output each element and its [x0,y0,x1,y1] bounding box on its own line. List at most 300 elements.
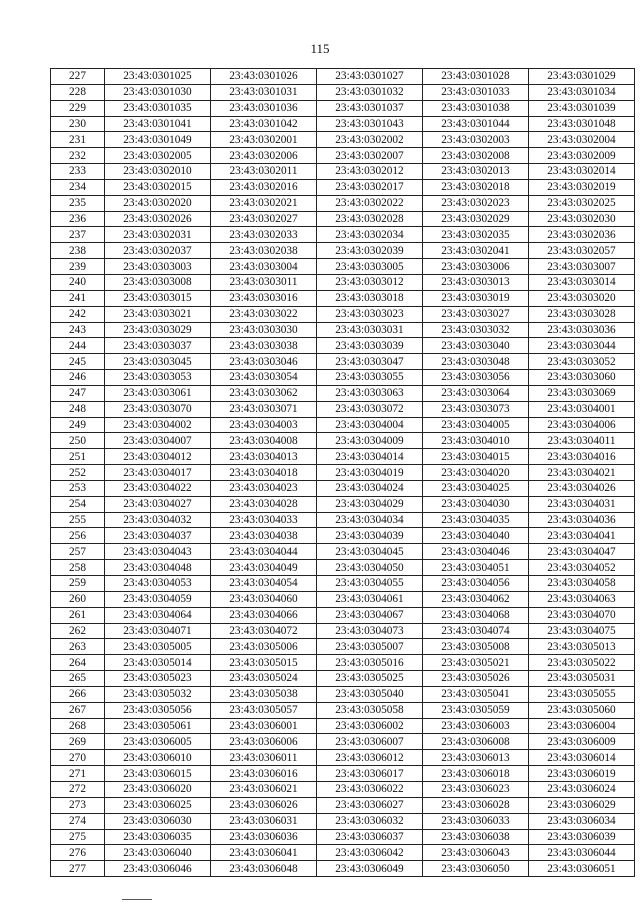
cadastral-number-cell: 23:43:0306049 [317,861,423,877]
cadastral-number-cell: 23:43:0302017 [317,179,423,195]
cadastral-number-cell: 23:43:0302010 [105,164,211,180]
cadastral-number-cell: 23:43:0301042 [211,116,317,132]
cadastral-number-cell: 23:43:0303023 [317,306,423,322]
row-number-cell: 234 [51,179,105,195]
cadastral-number-cell: 23:43:0304038 [211,528,317,544]
row-number-cell: 238 [51,243,105,259]
table-row [51,243,635,259]
cadastral-number-cell: 23:43:0302057 [529,243,635,259]
cadastral-number-cell: 23:43:0303016 [211,290,317,306]
cadastral-number-cell: 23:43:0305025 [317,671,423,687]
cadastral-number-cell: 23:43:0304003 [211,417,317,433]
cadastral-number-cell: 23:43:0303061 [105,385,211,401]
cadastral-number-cell: 23:43:0302016 [211,179,317,195]
cadastral-number-cell: 23:43:0303053 [105,370,211,386]
cadastral-number-cell: 23:43:0303021 [105,306,211,322]
cadastral-number-cell: 23:43:0304001 [529,401,635,417]
cadastral-number-cell: 23:43:0305026 [423,671,529,687]
cadastral-number-cell: 23:43:0304016 [529,449,635,465]
cadastral-number-cell: 23:43:0304032 [105,512,211,528]
row-number-cell: 228 [51,84,105,100]
cadastral-number-cell: 23:43:0306039 [529,829,635,845]
cadastral-number-cell: 23:43:0306024 [529,781,635,797]
cadastral-number-cell: 23:43:0302019 [529,179,635,195]
row-number-cell: 274 [51,813,105,829]
cadastral-number-cell: 23:43:0304055 [317,576,423,592]
cadastral-number-cell: 23:43:0304014 [317,449,423,465]
cadastral-number-cell: 23:43:0303007 [529,259,635,275]
cadastral-number-cell: 23:43:0301033 [423,84,529,100]
row-number-cell: 236 [51,211,105,227]
table-row [51,370,635,386]
cadastral-number-cell: 23:43:0304026 [529,480,635,496]
cadastral-number-cell: 23:43:0301049 [105,132,211,148]
cadastral-number-cell: 23:43:0304040 [423,528,529,544]
table-row [51,274,635,290]
cadastral-number-cell: 23:43:0306004 [529,718,635,734]
row-number-cell: 240 [51,274,105,290]
table-row [51,639,635,655]
row-number-cell: 271 [51,766,105,782]
cadastral-number-cell: 23:43:0306040 [105,845,211,861]
cadastral-number-cell: 23:43:0304028 [211,496,317,512]
cadastral-number-cell: 23:43:0304049 [211,560,317,576]
cadastral-number-cell: 23:43:0303062 [211,385,317,401]
row-number-cell: 247 [51,385,105,401]
cadastral-number-cell: 23:43:0301025 [105,69,211,85]
cadastral-number-cell: 23:43:0306010 [105,750,211,766]
cadastral-number-cell: 23:43:0305022 [529,655,635,671]
cadastral-number-cell: 23:43:0304071 [105,623,211,639]
cadastral-number-cell: 23:43:0306021 [211,781,317,797]
cadastral-number-cell: 23:43:0304053 [105,576,211,592]
cadastral-number-cell: 23:43:0305023 [105,671,211,687]
cadastral-number-cell: 23:43:0304010 [423,433,529,449]
cadastral-number-cell: 23:43:0304030 [423,496,529,512]
cadastral-number-cell: 23:43:0305058 [317,702,423,718]
table-row [51,797,635,813]
cadastral-number-cell: 23:43:0301035 [105,100,211,116]
cadastral-number-cell: 23:43:0304052 [529,560,635,576]
cadastral-number-cell: 23:43:0305061 [105,718,211,734]
row-number-cell: 273 [51,797,105,813]
cadastral-number-cell: 23:43:0304051 [423,560,529,576]
table-row [51,179,635,195]
cadastral-number-cell: 23:43:0306038 [423,829,529,845]
cadastral-number-cell: 23:43:0303015 [105,290,211,306]
cadastral-number-cell: 23:43:0302006 [211,148,317,164]
cadastral-number-cell: 23:43:0304012 [105,449,211,465]
cadastral-number-cell: 23:43:0302039 [317,243,423,259]
row-number-cell: 239 [51,259,105,275]
cadastral-number-cell: 23:43:0303037 [105,338,211,354]
cadastral-number-cell: 23:43:0303006 [423,259,529,275]
row-number-cell: 257 [51,544,105,560]
cadastral-number-cell: 23:43:0301036 [211,100,317,116]
cadastral-number-cell: 23:43:0303027 [423,306,529,322]
cadastral-number-cell: 23:43:0304023 [211,480,317,496]
cadastral-number-cell: 23:43:0303052 [529,354,635,370]
cadastral-number-cell: 23:43:0303029 [105,322,211,338]
cadastral-number-cell: 23:43:0306043 [423,845,529,861]
cadastral-number-cell: 23:43:0306031 [211,813,317,829]
cadastral-number-cell: 23:43:0306023 [423,781,529,797]
cadastral-number-cell: 23:43:0302025 [529,195,635,211]
cadastral-number-cell: 23:43:0303038 [211,338,317,354]
cadastral-number-cell: 23:43:0304046 [423,544,529,560]
cadastral-number-cell: 23:43:0306037 [317,829,423,845]
cadastral-number-cell: 23:43:0302033 [211,227,317,243]
cadastral-number-cell: 23:43:0305014 [105,655,211,671]
cadastral-number-table [50,68,635,877]
cadastral-number-cell: 23:43:0303048 [423,354,529,370]
cadastral-number-cell: 23:43:0305056 [105,702,211,718]
row-number-cell: 250 [51,433,105,449]
table-row [51,591,635,607]
cadastral-number-cell: 23:43:0305038 [211,686,317,702]
cadastral-number-cell: 23:43:0304024 [317,480,423,496]
table-row [51,544,635,560]
cadastral-number-cell: 23:43:0302012 [317,164,423,180]
table-row [51,401,635,417]
cadastral-number-cell: 23:43:0303073 [423,401,529,417]
table-row [51,211,635,227]
cadastral-number-cell: 23:43:0302005 [105,148,211,164]
cadastral-number-cell: 23:43:0302002 [317,132,423,148]
cadastral-number-cell: 23:43:0306036 [211,829,317,845]
cadastral-number-cell: 23:43:0302004 [529,132,635,148]
cadastral-number-cell: 23:43:0304072 [211,623,317,639]
cadastral-number-cell: 23:43:0305024 [211,671,317,687]
cadastral-number-cell: 23:43:0302023 [423,195,529,211]
cadastral-number-cell: 23:43:0304009 [317,433,423,449]
table-row [51,100,635,116]
cadastral-number-cell: 23:43:0302034 [317,227,423,243]
table-row [51,702,635,718]
cadastral-number-cell: 23:43:0301043 [317,116,423,132]
table-row [51,718,635,734]
cadastral-number-cell: 23:43:0306032 [317,813,423,829]
cadastral-number-cell: 23:43:0303032 [423,322,529,338]
cadastral-number-cell: 23:43:0303045 [105,354,211,370]
table-row [51,290,635,306]
cadastral-number-cell: 23:43:0301028 [423,69,529,85]
cadastral-number-cell: 23:43:0302003 [423,132,529,148]
cadastral-number-cell: 23:43:0304048 [105,560,211,576]
cadastral-number-cell: 23:43:0304043 [105,544,211,560]
cadastral-number-cell: 23:43:0304041 [529,528,635,544]
cadastral-number-cell: 23:43:0304034 [317,512,423,528]
cadastral-number-cell: 23:43:0304025 [423,480,529,496]
cadastral-number-cell: 23:43:0304036 [529,512,635,528]
table-row [51,116,635,132]
cadastral-number-cell: 23:43:0303013 [423,274,529,290]
cadastral-number-cell: 23:43:0303063 [317,385,423,401]
cadastral-number-cell: 23:43:0303008 [105,274,211,290]
table-row [51,354,635,370]
cadastral-number-cell: 23:43:0301048 [529,116,635,132]
row-number-cell: 246 [51,370,105,386]
row-number-cell: 258 [51,560,105,576]
row-number-cell: 232 [51,148,105,164]
cadastral-number-cell: 23:43:0304050 [317,560,423,576]
cadastral-number-cell: 23:43:0303020 [529,290,635,306]
cadastral-number-cell: 23:43:0304035 [423,512,529,528]
cadastral-number-cell: 23:43:0304033 [211,512,317,528]
cadastral-number-cell: 23:43:0306007 [317,734,423,750]
cadastral-number-cell: 23:43:0301029 [529,69,635,85]
cadastral-number-cell: 23:43:0305059 [423,702,529,718]
cadastral-number-cell: 23:43:0303036 [529,322,635,338]
cadastral-number-cell: 23:43:0302014 [529,164,635,180]
table-row [51,734,635,750]
row-number-cell: 244 [51,338,105,354]
cadastral-number-cell: 23:43:0303070 [105,401,211,417]
cadastral-number-cell: 23:43:0304058 [529,576,635,592]
cadastral-number-cell: 23:43:0306020 [105,781,211,797]
cadastral-number-cell: 23:43:0306042 [317,845,423,861]
table-row [51,259,635,275]
cadastral-number-cell: 23:43:0302028 [317,211,423,227]
cadastral-number-cell: 23:43:0306030 [105,813,211,829]
table-row [51,465,635,481]
cadastral-number-cell: 23:43:0305008 [423,639,529,655]
cadastral-number-cell: 23:43:0306008 [423,734,529,750]
table-row [51,496,635,512]
cadastral-number-cell: 23:43:0305041 [423,686,529,702]
cadastral-number-cell: 23:43:0304007 [105,433,211,449]
cadastral-number-cell: 23:43:0306028 [423,797,529,813]
cadastral-number-cell: 23:43:0302031 [105,227,211,243]
row-number-cell: 248 [51,401,105,417]
cadastral-number-cell: 23:43:0303031 [317,322,423,338]
cadastral-number-cell: 23:43:0304074 [423,623,529,639]
row-number-cell: 231 [51,132,105,148]
table-row [51,227,635,243]
cadastral-number-cell: 23:43:0305016 [317,655,423,671]
row-number-cell: 269 [51,734,105,750]
row-number-cell: 241 [51,290,105,306]
cadastral-number-cell: 23:43:0304039 [317,528,423,544]
row-number-cell: 272 [51,781,105,797]
row-number-cell: 230 [51,116,105,132]
cadastral-number-cell: 23:43:0306001 [211,718,317,734]
table-row [51,528,635,544]
cadastral-number-cell: 23:43:0306005 [105,734,211,750]
row-number-cell: 275 [51,829,105,845]
cadastral-number-cell: 23:43:0301027 [317,69,423,85]
table-row [51,195,635,211]
cadastral-number-cell: 23:43:0301044 [423,116,529,132]
cadastral-number-cell: 23:43:0302037 [105,243,211,259]
cadastral-number-cell: 23:43:0304029 [317,496,423,512]
cadastral-number-cell: 23:43:0303039 [317,338,423,354]
table-row [51,686,635,702]
row-number-cell: 249 [51,417,105,433]
cadastral-number-cell: 23:43:0304075 [529,623,635,639]
cadastral-number-cell: 23:43:0303047 [317,354,423,370]
cadastral-number-cell: 23:43:0304015 [423,449,529,465]
cadastral-number-cell: 23:43:0303071 [211,401,317,417]
cadastral-number-cell: 23:43:0302020 [105,195,211,211]
cadastral-number-cell: 23:43:0303011 [211,274,317,290]
cadastral-number-cell: 23:43:0306033 [423,813,529,829]
table-row [51,861,635,877]
cadastral-number-cell: 23:43:0306035 [105,829,211,845]
cadastral-number-cell: 23:43:0305055 [529,686,635,702]
row-number-cell: 252 [51,465,105,481]
cadastral-number-cell: 23:43:0303019 [423,290,529,306]
row-number-cell: 266 [51,686,105,702]
cadastral-number-cell: 23:43:0304018 [211,465,317,481]
cadastral-number-cell: 23:43:0306029 [529,797,635,813]
table-row [51,148,635,164]
row-number-cell: 259 [51,576,105,592]
cadastral-number-cell: 23:43:0302015 [105,179,211,195]
cadastral-number-cell: 23:43:0302011 [211,164,317,180]
cadastral-number-cell: 23:43:0306006 [211,734,317,750]
table-row [51,560,635,576]
table-row [51,845,635,861]
cadastral-number-cell: 23:43:0302022 [317,195,423,211]
cadastral-number-cell: 23:43:0306017 [317,766,423,782]
cadastral-number-cell: 23:43:0303056 [423,370,529,386]
cadastral-number-cell: 23:43:0302026 [105,211,211,227]
cadastral-number-cell: 23:43:0303005 [317,259,423,275]
cadastral-number-cell: 23:43:0304047 [529,544,635,560]
cadastral-number-cell: 23:43:0304022 [105,480,211,496]
cadastral-number-cell: 23:43:0306046 [105,861,211,877]
cadastral-number-cell: 23:43:0304044 [211,544,317,560]
cadastral-number-cell: 23:43:0301039 [529,100,635,116]
scan-mark [122,899,152,900]
cadastral-number-cell: 23:43:0302041 [423,243,529,259]
cadastral-number-cell: 23:43:0304056 [423,576,529,592]
cadastral-number-cell: 23:43:0304070 [529,607,635,623]
table-row [51,623,635,639]
cadastral-number-cell: 23:43:0304067 [317,607,423,623]
cadastral-number-cell: 23:43:0303018 [317,290,423,306]
row-number-cell: 264 [51,655,105,671]
cadastral-number-cell: 23:43:0306013 [423,750,529,766]
cadastral-number-cell: 23:43:0303064 [423,385,529,401]
cadastral-number-cell: 23:43:0306034 [529,813,635,829]
cadastral-number-cell: 23:43:0303060 [529,370,635,386]
cadastral-number-cell: 23:43:0306016 [211,766,317,782]
cadastral-number-cell: 23:43:0303054 [211,370,317,386]
cadastral-number-cell: 23:43:0303040 [423,338,529,354]
cadastral-number-cell: 23:43:0303055 [317,370,423,386]
row-number-cell: 261 [51,607,105,623]
cadastral-number-cell: 23:43:0304064 [105,607,211,623]
cadastral-number-cell: 23:43:0306011 [211,750,317,766]
cadastral-number-cell: 23:43:0305031 [529,671,635,687]
table-body [51,69,635,877]
cadastral-number-cell: 23:43:0303069 [529,385,635,401]
cadastral-number-cell: 23:43:0306026 [211,797,317,813]
table-row [51,480,635,496]
cadastral-number-cell: 23:43:0304066 [211,607,317,623]
cadastral-number-cell: 23:43:0303022 [211,306,317,322]
cadastral-number-cell: 23:43:0303003 [105,259,211,275]
row-number-cell: 268 [51,718,105,734]
table-row [51,306,635,322]
cadastral-number-cell: 23:43:0304013 [211,449,317,465]
cadastral-number-cell: 23:43:0303030 [211,322,317,338]
cadastral-number-cell: 23:43:0305060 [529,702,635,718]
cadastral-number-cell: 23:43:0301031 [211,84,317,100]
table-row [51,417,635,433]
cadastral-number-cell: 23:43:0302036 [529,227,635,243]
table-row [51,766,635,782]
row-number-cell: 254 [51,496,105,512]
cadastral-number-cell: 23:43:0304008 [211,433,317,449]
row-number-cell: 245 [51,354,105,370]
row-number-cell: 233 [51,164,105,180]
cadastral-number-cell: 23:43:0306015 [105,766,211,782]
table-row [51,164,635,180]
cadastral-number-cell: 23:43:0304054 [211,576,317,592]
row-number-cell: 235 [51,195,105,211]
cadastral-number-cell: 23:43:0304063 [529,591,635,607]
row-number-cell: 260 [51,591,105,607]
cadastral-number-cell: 23:43:0304021 [529,465,635,481]
row-number-cell: 251 [51,449,105,465]
cadastral-number-cell: 23:43:0304006 [529,417,635,433]
row-number-cell: 227 [51,69,105,85]
cadastral-number-cell: 23:43:0303028 [529,306,635,322]
cadastral-number-cell: 23:43:0302038 [211,243,317,259]
cadastral-number-cell: 23:43:0304037 [105,528,211,544]
table-row [51,750,635,766]
cadastral-number-cell: 23:43:0305006 [211,639,317,655]
cadastral-number-cell: 23:43:0304020 [423,465,529,481]
cadastral-number-cell: 23:43:0306009 [529,734,635,750]
row-number-cell: 256 [51,528,105,544]
cadastral-number-cell: 23:43:0304002 [105,417,211,433]
cadastral-number-cell: 23:43:0304019 [317,465,423,481]
table-row [51,671,635,687]
cadastral-number-cell: 23:43:0304068 [423,607,529,623]
table-row [51,449,635,465]
cadastral-number-cell: 23:43:0301038 [423,100,529,116]
table-row [51,576,635,592]
cadastral-number-cell: 23:43:0303072 [317,401,423,417]
cadastral-number-cell: 23:43:0303044 [529,338,635,354]
row-number-cell: 262 [51,623,105,639]
row-number-cell: 255 [51,512,105,528]
table-row [51,781,635,797]
cadastral-number-cell: 23:43:0303012 [317,274,423,290]
cadastral-number-cell: 23:43:0304061 [317,591,423,607]
row-number-cell: 277 [51,861,105,877]
cadastral-number-cell: 23:43:0301026 [211,69,317,85]
cadastral-number-cell: 23:43:0304062 [423,591,529,607]
cadastral-number-cell: 23:43:0304017 [105,465,211,481]
cadastral-number-cell: 23:43:0306048 [211,861,317,877]
cadastral-number-cell: 23:43:0306027 [317,797,423,813]
cadastral-number-cell: 23:43:0302013 [423,164,529,180]
cadastral-number-cell: 23:43:0301030 [105,84,211,100]
row-number-cell: 237 [51,227,105,243]
cadastral-number-cell: 23:43:0302030 [529,211,635,227]
table-row [51,512,635,528]
cadastral-number-cell: 23:43:0303046 [211,354,317,370]
row-number-cell: 253 [51,480,105,496]
cadastral-number-cell: 23:43:0302018 [423,179,529,195]
row-number-cell: 243 [51,322,105,338]
cadastral-number-cell: 23:43:0306041 [211,845,317,861]
